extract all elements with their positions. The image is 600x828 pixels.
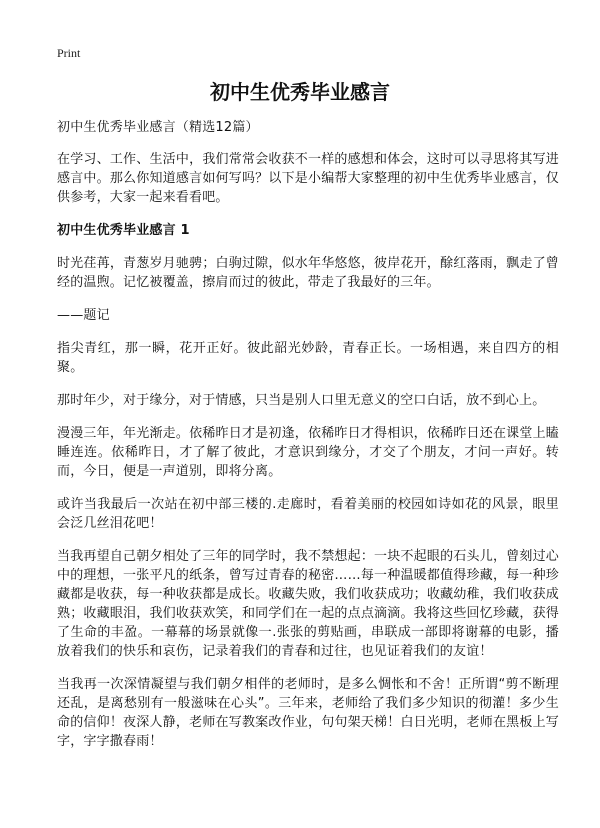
print-link[interactable]: Print: [57, 46, 81, 60]
document-subtitle: 初中生优秀毕业感言（精选12篇）: [57, 120, 259, 135]
paragraph-6: 当我再望自己朝夕相处了三年的同学时，我不禁想起：一块不起眼的石头儿，曾刻过心中的理想，一张平凡的纸条，曾写过青春的秘密……每一种温暖都值得珍藏，每一种珍藏都是收获，每一种收获都是成长。收藏失败，我们收获成功；收藏幼稚，我们收获成熟；收藏眼泪，我们收获欢笑，和同学们在一起的点点滴滴。我将这些回忆珍藏，获得了生命的丰盈。一幕幕的场景就像一.张张的剪贴画，串联成一部即将谢幕的电影，播放着我们的快乐和哀伤，记录着我们的青春和过往，也见证着我们的友谊！: [57, 549, 559, 659]
paragraph-1: 时光荏苒，青葱岁月驰骋；白驹过隙，似水年华悠悠，彼岸花开，酴红落雨，飘走了曾经的温煦。记忆被覆盖，擦肩而过的彼此，带走了我最好的三年。: [57, 256, 559, 290]
paragraph-7: 当我再一次深情凝望与我们朝夕相伴的老师时，是多么惆怅和不舍！正所谓“剪不断理还乱，是离愁别有一般滋味在心头”。三年来，老师给了我们多少知识的彻灌！多少生命的信仰！夜深人静，老师在写教案改作业，句句架天梯！白日光明，老师在黑板上写字，字字撒春雨！: [57, 677, 559, 749]
paragraph-2: 指尖青红，那一瞬，花开正好。彼此韶光妙龄，青春正长。一场相遇，来自四方的相聚。: [57, 341, 559, 375]
paragraph-4: 漫漫三年，年光渐走。依稀昨日才是初逢，依稀昨日才得相识，依稀昨日还在课堂上瞌睡连连。依稀昨日，才了解了彼此，才意识到缘分，才交了个朋友，才问一声好。转而，今日，便是一声道别，即将分离。: [57, 426, 559, 479]
section-heading: 初中生优秀毕业感言 1: [57, 223, 190, 238]
epigraph-attribution: ——题记: [57, 308, 110, 323]
page-title: 初中生优秀毕业感言: [210, 80, 390, 104]
paragraph-5: 或许当我最后一次站在初中部三楼的.走廊时，看着美丽的校园如诗如花的风景，眼里会泛几丝泪花吧！: [57, 497, 559, 531]
document-body: [57, 118, 559, 765]
intro-paragraph: 在学习、工作、生活中，我们常常会收获不一样的感想和体会，这时可以寻思将其写进感言中。那么你知道感言如何写吗？以下是小编帮大家整理的初中生优秀毕业感言，仅供参考，大家一起来看看吧。: [57, 152, 559, 205]
paragraph-3: 那时年少，对于缘分，对于情感，只当是别人口里无意义的空口白话，放不到心上。: [57, 393, 546, 408]
